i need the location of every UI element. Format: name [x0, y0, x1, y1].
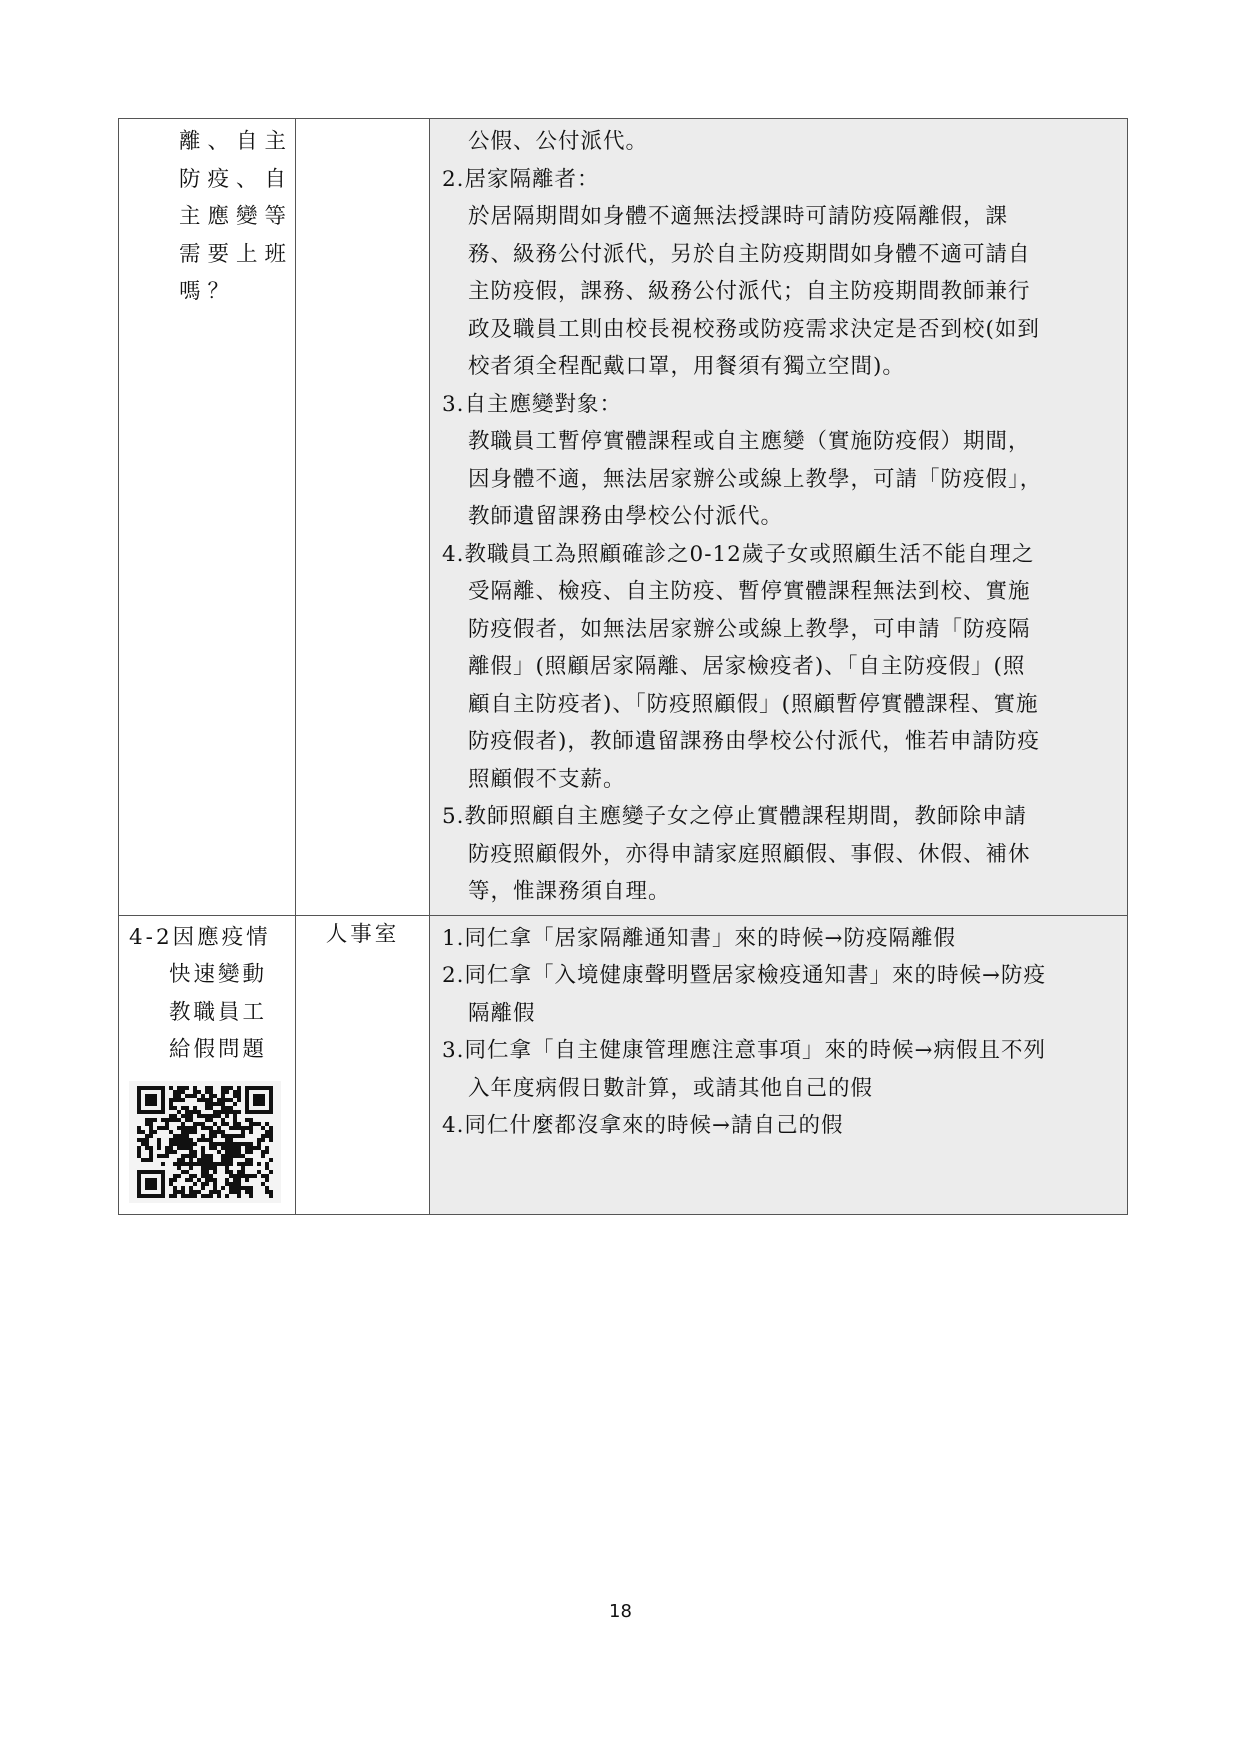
description-line: 5.教師照顧自主應變子女之停止實體課程期間，教師除申請 [442, 804, 1028, 829]
description-cell [430, 119, 1128, 916]
topic-line: 4-2因應疫情 [129, 924, 271, 950]
description-line: 務、級務公付派代，另於自主防疫期間如身體不適可請自 [468, 241, 1031, 267]
description-line: 隔離假 [468, 1000, 536, 1026]
topic-line: 離、自主 [179, 129, 294, 154]
table-row-4-2 [119, 915, 1128, 1214]
unit-cell [296, 119, 430, 916]
description-line: 因身體不適，無法居家辦公或線上教學，可請「防疫假」， [468, 466, 1043, 492]
description-line: 教職員工暫停實體課程或自主應變（實施防疫假）期間， [468, 429, 1031, 454]
description-line: 防疫照顧假外，亦得申請家庭照顧假、事假、休假、補休 [468, 841, 1031, 867]
topic-cell [119, 119, 296, 916]
description-line: 2.同仁拿「入境健康聲明暨居家檢疫通知書」來的時候→防疫 [442, 963, 1047, 988]
description-line: 等，惟課務須自理。 [468, 879, 671, 904]
table-row-continued [119, 119, 1128, 916]
qr-code-icon[interactable] [129, 1081, 281, 1203]
description-line: 公假、公付派代。 [468, 129, 649, 154]
topic-line: 主應變等 [179, 204, 294, 229]
policy-table [118, 118, 1128, 1215]
description-cell [430, 915, 1128, 1214]
description-line: 離假」(照顧居家隔離、居家檢疫者)、「自主防疫假」(照 [468, 654, 1026, 679]
page-number: 18 [609, 1601, 632, 1622]
description-line: 照顧假不支薪。 [468, 766, 626, 792]
topic-cell [119, 915, 296, 1214]
description-line: 受隔離、檢疫、自主防疫、暫停實體課程無法到校、實施 [468, 579, 1031, 604]
description-line: 於居隔期間如身體不適無法授課時可請防疫隔離假，課 [468, 204, 1009, 229]
description-line: 防疫假者，如無法居家辦公或線上教學，可申請「防疫隔 [468, 616, 1031, 642]
topic-line: 嗎？ [179, 279, 237, 304]
description-line: 3.自主應變對象： [442, 391, 623, 417]
description-line: 校者須全程配戴口罩，用餐須有獨立空間)。 [468, 354, 905, 379]
description-line: 入年度病假日數計算，或請其他自己的假 [468, 1075, 874, 1101]
description-line: 1.同仁拿「居家隔離通知書」來的時候→防疫隔離假 [442, 925, 957, 951]
description-text [430, 916, 1127, 1149]
description-line: 顧自主防疫者)、「防疫照顧假」(照顧暫停實體課程、實施 [468, 691, 1039, 717]
topic-line: 需要上班 [179, 241, 294, 267]
topic-line: 給假問題 [169, 1037, 268, 1062]
description-line: 政及職員工則由校長視校務或防疫需求決定是否到校(如到 [468, 316, 1040, 342]
description-text [430, 119, 1127, 915]
topic-text [119, 119, 295, 311]
topic-line: 防疫、自 [179, 166, 294, 192]
description-line: 主防疫假，課務、級務公付派代；自主防疫期間教師兼行 [468, 279, 1031, 304]
topic-line: 教職員工 [169, 999, 268, 1025]
description-line: 4.教職員工為照顧確診之0-12歲子女或照顧生活不能自理之 [442, 541, 1035, 567]
description-line: 4.同仁什麼都沒拿來的時候→請自己的假 [442, 1113, 844, 1138]
topic-text [119, 916, 295, 1069]
description-line: 2.居家隔離者： [442, 166, 600, 192]
description-line: 3.同仁拿「自主健康管理應注意事項」來的時候→病假且不列 [442, 1038, 1047, 1063]
unit-cell: 人事室 [296, 915, 430, 1214]
topic-line: 快速變動 [169, 962, 268, 987]
description-line: 防疫假者)，教師遺留課務由學校公付派代，惟若申請防疫 [468, 729, 1040, 754]
qr-code-graphic [137, 1086, 273, 1198]
description-line: 教師遺留課務由學校公付派代。 [468, 504, 784, 529]
